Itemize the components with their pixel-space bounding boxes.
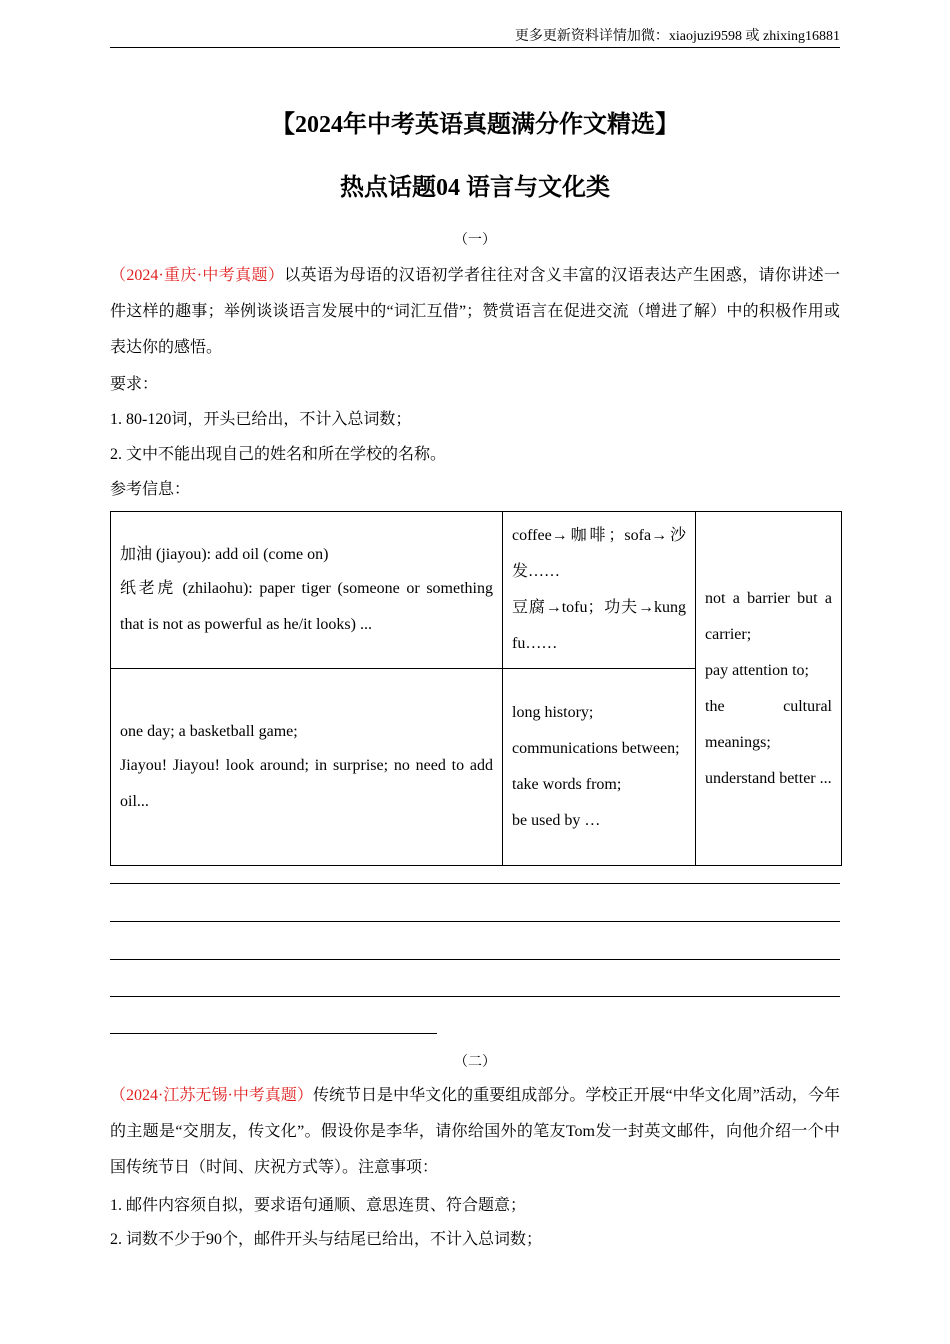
answer-line xyxy=(110,883,840,884)
section2-prompt-text: 传统节日是中华文化的重要组成部分。学校正开展“中华文化周”活动，今年的主题是“交朋友，传文化”。假设你是李华，请你给国外的笔友Tom发一封英文邮件，向他介绍一个中国传统节日（时间、庆祝方式等）。注意事项： xyxy=(110,1087,840,1176)
section1-source: （2024·重庆·中考真题） xyxy=(110,267,285,284)
section1-prompt xyxy=(110,258,840,366)
table-c3-line1: not a barrier but a carrier; xyxy=(705,589,832,643)
section2-prompt xyxy=(110,1078,840,1186)
document-title: 【2024年中考英语真题满分作文精选】 xyxy=(271,112,679,138)
section1-req1: 1. 80-120词，开头已给出，不计入总词数； xyxy=(110,411,412,428)
section1-number: （一） xyxy=(454,233,496,248)
section1-req-title: 要求： xyxy=(110,376,159,393)
table-c3-line3: the cultural meanings; xyxy=(705,697,832,751)
table-r2c2-line2: communications between; xyxy=(512,740,680,757)
section2-source: （2024·江苏无锡·中考真题） xyxy=(110,1087,313,1104)
table-r2c2-line4: be used by … xyxy=(512,812,601,829)
table-r1c2-line1: coffee→咖啡；sofa→沙发…… xyxy=(512,527,686,580)
section1-req2: 2. 文中不能出现自己的姓名和所在学校的名称。 xyxy=(110,446,447,463)
table-cell-r1c1 xyxy=(111,512,503,669)
page-header xyxy=(110,28,840,48)
table-cell-r1c2 xyxy=(503,512,696,669)
table-cell-r2c1 xyxy=(111,669,503,866)
section1-ref-title: 参考信息： xyxy=(110,481,191,498)
table-c3-line4: understand better ... xyxy=(705,769,832,787)
answer-line xyxy=(110,959,840,960)
table-r1c1-line2: 纸老虎 (zhilaohu): paper tiger (someone or something that is not as powerful as he/it looks) ... xyxy=(120,580,493,633)
section2-req1: 1. 邮件内容须自拟，要求语句通顺、意思连贯、符合题意； xyxy=(110,1197,527,1214)
answer-line xyxy=(110,921,840,922)
section2-number: （二） xyxy=(454,1055,496,1070)
answer-line xyxy=(110,996,840,997)
reference-table xyxy=(110,511,842,866)
header-note: 更多更新资料详情加微：xiaojuzi9598 或 zhixing16881 xyxy=(514,29,840,44)
table-cell-r2c2 xyxy=(503,669,696,866)
section1-prompt-text: 以英语为母语的汉语初学者往往对含义丰富的汉语表达产生困惑，请你讲述一件这样的趣事；举例谈谈语言发展中的“词汇互借”；赞赏语言在促进交流（增进了解）中的积极作用或表达你的感悟。 xyxy=(110,267,840,356)
document-subtitle: 热点话题04 语言与文化类 xyxy=(340,175,610,201)
table-r2c2-line1: long history; xyxy=(512,704,594,721)
answer-line xyxy=(110,1033,437,1034)
table-cell-c3 xyxy=(696,512,842,866)
table-r2c1-line2: Jiayou! Jiayou! look around; in surprise; no need to add oil... xyxy=(120,757,493,810)
table-r2c1-line1: one day; a basketball game; xyxy=(120,723,298,740)
table-r2c2-line3: take words from; xyxy=(512,776,622,793)
table-r1c1-line1: 加油 (jiayou): add oil (come on) xyxy=(120,546,329,563)
table-c3-line2: pay attention to; xyxy=(705,661,809,679)
section2-req2: 2. 词数不少于90个，邮件开头与结尾已给出，不计入总词数； xyxy=(110,1231,543,1248)
table-r1c2-line2: 豆腐→tofu；功夫→kung fu…… xyxy=(512,599,686,652)
